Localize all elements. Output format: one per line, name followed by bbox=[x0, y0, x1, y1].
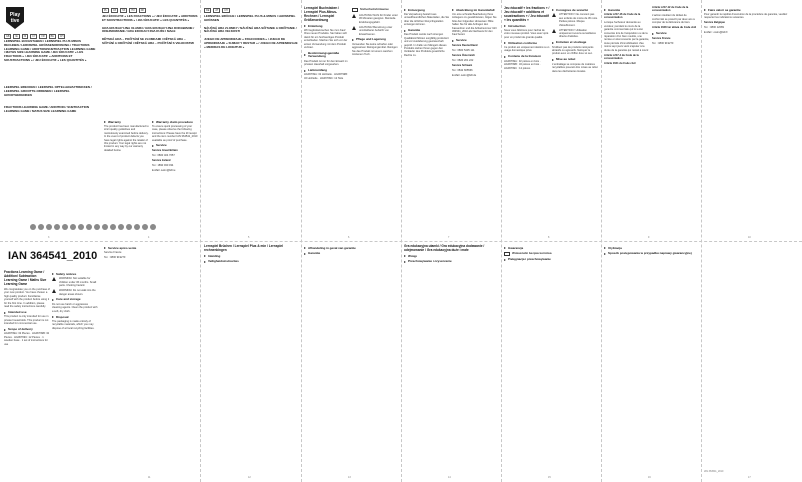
column-fr-safety bbox=[552, 6, 598, 238]
phone-number: Tel.: 0800 404 7657 bbox=[152, 153, 175, 157]
phone-number: Tel.: 0820 201 222 bbox=[452, 58, 474, 62]
page-number: 16 bbox=[648, 476, 651, 479]
section-heading: Veiligheidsinstructies bbox=[204, 260, 298, 263]
phone-number: Tel. : 0800 919270 bbox=[104, 255, 126, 259]
section-heading: Safety notices bbox=[52, 273, 98, 276]
arrow-icon bbox=[452, 40, 454, 42]
product-titles-nl: LEERSPEL BREUKEN / LEERSPEL OPTELLEN/AFTREKKEN / LEERSPEL GROOTTE-ORDENEN / LEERSPEL GROOTHEDENKEN bbox=[4, 85, 92, 97]
cover-panel bbox=[0, 0, 100, 241]
arrow-icon bbox=[204, 255, 206, 257]
page-number: 10 bbox=[748, 236, 751, 239]
section-heading: Warranty claim procedure bbox=[152, 121, 198, 124]
warning-notice: ACHTUNG! Nicht für Kinder unter 36 Monaten geeignet. Kleinteile. Erstickungsgefahr. bbox=[352, 14, 398, 24]
lang-code: BE bbox=[50, 35, 54, 38]
section-heading: Mise au rebut bbox=[552, 58, 598, 61]
lang-code: IE bbox=[15, 35, 18, 38]
lang-code: CH bbox=[59, 35, 64, 38]
lang-code: GB bbox=[6, 35, 10, 38]
product-titles-fr: JEU ÉDUCATIF « LES FRACTIONS » / JEU ÉDUCATIF « ADDITIONS ET SOUSTRACTIONS » / JEU ÉDUCATIF « LES QUANTITÉS » bbox=[102, 14, 198, 22]
legal-article: Article L217-16 du Code de la consommation bbox=[604, 12, 641, 20]
arrow-icon bbox=[652, 33, 654, 35]
bottom-col-6 bbox=[604, 244, 698, 476]
legal-article: Article L217-4 du Code de la consommation bbox=[604, 53, 639, 60]
section-heading: Bestimmungsgemäße Verwendung bbox=[304, 52, 350, 59]
bead bbox=[30, 224, 36, 230]
svg-text:tive: tive bbox=[10, 18, 20, 24]
lang-code: CY bbox=[32, 35, 36, 38]
lang-code: AT bbox=[215, 9, 219, 12]
warning-icon bbox=[552, 29, 557, 34]
column-fr-articles bbox=[652, 6, 698, 238]
paragraph: Das Produkt wurde nach strengen Qualitätsrichtlinien sorgfältig produziert und vor Auslieferung gewissenhaft geprüft. Im Falle von Mängeln dieses Produkts stehen Ihnen gegen den Verkäufer des Produkts gesetzliche Rechte zu. bbox=[404, 33, 449, 57]
warning-notice: ACHTUNG! Benutzung unter unmittelbarer Aufsicht von Erwachsenen. bbox=[352, 26, 398, 36]
section-heading: Service après-vente bbox=[104, 247, 198, 250]
service-line: Service Deutschland bbox=[452, 43, 478, 47]
ian-number: IAN 364541_2010 bbox=[8, 250, 98, 262]
paragraph: Das Produkt ist nur für den Einsatz im privaten Haushalt vorgesehen. bbox=[304, 59, 348, 67]
section-heading: Pflege und Lagerung bbox=[352, 38, 398, 41]
section-heading: Service bbox=[652, 32, 698, 35]
paragraph: Lorsque l'acheteur demande au vendeur, pendant le cours de la garantie commerciale qui lui a été consentie lors de l'acquisition ou de la réparation d'un bien meuble, une remise en état couverte par la garantie, toute période d'immobilisation d'au moins sept jours vient s'ajouter à la durée de la garantie qui restait à courir. bbox=[604, 21, 650, 52]
lang-code: PL bbox=[104, 9, 107, 12]
column-en bbox=[4, 270, 50, 470]
section-heading: Warranty bbox=[104, 121, 150, 124]
arrow-icon bbox=[404, 30, 406, 32]
column-en-safety bbox=[52, 270, 98, 470]
arrow-icon bbox=[204, 261, 206, 263]
bottom-col-3 bbox=[304, 244, 398, 476]
section-heading: Service bbox=[152, 144, 198, 147]
column-de-service bbox=[452, 6, 498, 238]
lang-code: NI bbox=[23, 35, 27, 38]
lang-code: DK bbox=[140, 9, 145, 12]
arrow-icon bbox=[604, 247, 606, 249]
warning-notice: ATTENTION ! Utilisation uniquement sous la surveillance directe d'adultes. bbox=[552, 29, 598, 39]
column-en-warranty bbox=[104, 118, 150, 238]
section-title: Lernspiel Buchstaben / Lernspiel Plus-Minus-Rechnen / Lernspiel Größenordnung bbox=[304, 6, 340, 22]
product-titles-cz: DĚTSKÁ HRA – POČÍTÁNÍ SE ZLOMKAMI / DĚTSKÁ HRA – SČÍTÁNÍ A ODČÍTÁNÍ / DĚTSKÁ HRA – POČÍTÁNÍ S VELIKOSTMI bbox=[102, 37, 194, 45]
paragraph: HG06799A : 32 pièces en bois · HG06799B : 32 pièces en bois · HG06799C : 12 pièces bbox=[504, 59, 541, 70]
arrow-icon bbox=[304, 253, 306, 255]
bead bbox=[38, 224, 44, 230]
service-line: Service Österreich bbox=[452, 53, 475, 57]
lang-code: CZ bbox=[112, 9, 117, 12]
section-heading: Introduction bbox=[504, 25, 550, 28]
paragraph: To ensure quick processing of your case, please observe the following instructions: Please have the till receipt and the item number IAN 364541_2010 available as proof of purchase. bbox=[152, 124, 198, 142]
column-de-safety bbox=[352, 6, 398, 238]
section-title: Lernspiel Brüchen / Lernspiel Plus & min / Lernspiel rechnenkingen bbox=[204, 244, 283, 252]
section-title: Gra edukacyjna ułamki / Gra edukacyjna dodawanie / odejmowanie / Gra edukacyjna duże i małe bbox=[404, 244, 485, 252]
panel-languages-2 bbox=[102, 8, 198, 108]
product-titles-sk: NÁUČNÁ HRA ZLOMKY / NÁUČNÁ HRA SČÍTANIE A ODČÍTANIE / NÁUČNÁ HRA VEĽKOSTI bbox=[204, 25, 297, 34]
page-number: 5 bbox=[248, 236, 250, 239]
arrow-icon bbox=[4, 312, 6, 314]
page-number: 6 bbox=[348, 236, 350, 239]
product-titles: LERNSPIEL BUCHSTABEN / LERNSPIEL PLUS MINUS RECHNEN / LERNSPIEL GRÖSSENORDNUNG / TRACTIONS LEARNING GAME / ADDITION/SUBTRACTION LEARNING GAME / MATHS SIZE LEARNING GAME / JEU ÉDUCATIF « LES FRACTIONS » / JEU ÉDUCATIF « ADDITIONS ET SOUSTRACTIONS » / JEU ÉDUCATIF « LES QUANTITÉS » bbox=[4, 39, 96, 62]
arrow-icon bbox=[404, 9, 406, 11]
arrow-icon bbox=[304, 70, 306, 72]
phone-number: Tel.: 0800 5435 111 bbox=[452, 48, 475, 52]
lang-code: DE bbox=[206, 9, 210, 12]
warning-icon bbox=[52, 277, 57, 282]
arrow-icon bbox=[404, 255, 406, 257]
section-heading: Sposób postępowania w przypadku naprawy gwarancyjnej bbox=[604, 252, 698, 255]
bead bbox=[46, 224, 52, 230]
arrow-icon bbox=[504, 25, 506, 27]
arrow-icon bbox=[152, 121, 154, 123]
arrow-icon bbox=[104, 121, 106, 123]
email-address: E-Mail: owim@lidl.de bbox=[452, 73, 477, 77]
page-number: 17 bbox=[748, 476, 751, 479]
column-en-service bbox=[152, 118, 198, 238]
paragraph: Ce produit est uniquement destiné à un usage domestique privé. bbox=[504, 46, 550, 53]
product-titles-de: LERNSPIEL BRÜCHE / LERNSPIEL PLUS & MINUS / LERNSPIEL GRÖSSEN bbox=[204, 14, 296, 22]
page-number: 11 bbox=[148, 476, 151, 479]
service-line: Service Ireland bbox=[152, 158, 171, 162]
section-heading: Pielęgnacja i przechowywanie bbox=[504, 258, 598, 261]
section-heading: Utilisation conforme bbox=[504, 42, 550, 45]
legal-article: Article 1641 du Code civil bbox=[604, 61, 636, 65]
phone-number: Tel.: 0842 665566 bbox=[452, 68, 473, 72]
language-codes bbox=[102, 8, 198, 13]
paragraph: N'utilisez pas de produits nettoyants abrasifs ou agressifs. Nettoyez le produit avec un chiffon doux et sec. bbox=[552, 45, 594, 56]
safety-pictogram-icon bbox=[504, 252, 510, 256]
lang-code: SK bbox=[122, 9, 126, 12]
section-heading: Przechowywanie i czyszczenie bbox=[404, 260, 498, 263]
warning-icon bbox=[552, 13, 557, 18]
section-heading: Inleiding bbox=[204, 255, 298, 258]
bottom-col-2 bbox=[204, 244, 298, 476]
service-line: Service France bbox=[104, 250, 122, 254]
bottom-col-4 bbox=[404, 244, 498, 476]
section-heading: Afhandeling in geval van garantie bbox=[304, 247, 398, 250]
bead bbox=[78, 224, 84, 230]
arrow-icon bbox=[604, 9, 606, 11]
warning-icon bbox=[352, 26, 357, 31]
arrow-icon bbox=[304, 54, 306, 56]
phone-number: Tel.: 1890 930 034 bbox=[152, 163, 174, 167]
product-titles-pl: GRA EDUKACYJNA UŁAMKI / GRA EDUKACYJNA DODAWANIE / ODEJMOWANIE / GRA EDUKACYJNA DUŻE I MAŁE bbox=[102, 25, 195, 34]
service-line: Service Great Britain bbox=[152, 148, 178, 152]
section-heading: Utylizacja bbox=[604, 247, 698, 250]
warning-notice: ATTENTION ! Ne convient pas aux enfants de moins de 36 mois. Petites pièces. Risque d'étouffement. bbox=[552, 13, 598, 27]
service-line: Service Schweiz bbox=[452, 63, 473, 67]
panel-languages-3 bbox=[204, 8, 298, 108]
bottom-col-5 bbox=[504, 244, 598, 476]
page-number: 13 bbox=[348, 476, 351, 479]
email-address: E-Mail : owim@lidl.fr bbox=[704, 31, 728, 35]
paragraph: Um eine schnelle Bearbeitung Ihres Anliegens zu gewährleisten, folgen Sie bitte den folgenden Hinweisen: Bitte halten Sie für alle Anfragen den Kassenbon und die Artikelnummer IAN 364541_2010 als Nachweis für den Kauf bereit. bbox=[452, 12, 497, 37]
paragraph: Wir beglückwünschen Sie zum Kauf Ihres neuen Produkts. Sie haben sich damit für ein hochwertiges Produkt entschieden. Machen Sie sich vor der ersten Verwendung mit dem Produkt vertraut. bbox=[304, 28, 348, 49]
page-number: 15 bbox=[548, 476, 551, 479]
arrow-icon bbox=[552, 59, 554, 61]
page-number: 4 bbox=[148, 236, 150, 239]
arrow-icon bbox=[704, 9, 706, 11]
warning-notice: WARNING! Do not walk into the danger areas shown. bbox=[52, 289, 98, 296]
email-address: E-Mail: owim@lidl.ie bbox=[152, 168, 176, 172]
section-heading: Gwarancja bbox=[504, 247, 598, 250]
page-number: 14 bbox=[448, 476, 451, 479]
column-fr-garantie bbox=[604, 6, 650, 238]
column-de bbox=[304, 6, 350, 238]
arrow-icon bbox=[4, 329, 6, 331]
arrow-icon bbox=[504, 56, 506, 58]
lang-code: HU bbox=[131, 9, 135, 12]
paragraph: Verwenden Sie keine scharfen oder aggressiven Reinigungsmittel. Reinigen Sie das Produkt mit einem weichen trockenen Tuch. bbox=[352, 42, 398, 57]
section-heading: Intended use bbox=[4, 311, 50, 314]
paragraph: Nous vous félicitons pour l'achat de votre nouveau produit. Vous avez opté pour un produit de grande qualité. bbox=[504, 28, 549, 39]
paragraph: L'emballage se compose de matières recyclables pouvant être mises au rebut dans les déchetteries locales. bbox=[552, 62, 598, 73]
lang-code: CH bbox=[224, 9, 228, 12]
language-codes bbox=[204, 8, 298, 13]
legal-article: Article 1648 1er alinéa du Code civil bbox=[652, 26, 697, 30]
arrow-icon bbox=[52, 316, 54, 318]
arrow-icon bbox=[604, 253, 606, 255]
service-line: Service Belgique bbox=[704, 21, 725, 25]
section-heading: Disposal bbox=[52, 316, 98, 319]
section-heading: Service bbox=[452, 39, 498, 42]
fold-line bbox=[0, 241, 802, 242]
warning-icon bbox=[52, 289, 57, 294]
ian-footer: IAN 364541_2010 bbox=[704, 470, 724, 473]
arrow-icon bbox=[304, 247, 306, 249]
safety-pictogram-icon bbox=[352, 8, 358, 12]
paragraph: This product is only intended for use in private households. This product is not intended for commercial use. bbox=[4, 315, 49, 326]
arrow-icon bbox=[504, 42, 506, 44]
arrow-icon bbox=[552, 42, 554, 44]
paragraph: Do not use harsh or aggressive cleaning agents. Clean the product with a soft, dry cloth. bbox=[52, 302, 98, 313]
page-number: 8 bbox=[548, 236, 550, 239]
bead bbox=[62, 224, 68, 230]
section-heading: Garantie bbox=[304, 252, 398, 255]
section-title: Fractions Learning Game / Addition/ Subtraction Learning Game / Maths Size Learning Game bbox=[4, 270, 47, 286]
page-number: 3 bbox=[48, 236, 50, 239]
paragraph: The product has been manufactured to strict quality guidelines and meticulously examined before delivery. In the event of product defects you have legal rights against the retailer of this product. Your legal rights are not limited in any way by our warranty detailed below. bbox=[104, 124, 149, 152]
section-heading: Abwicklung im Garantiefall bbox=[452, 9, 498, 12]
product-titles-en: FRACTIONS LEARNING GAME / ADDITION / SUBTRACTION LEARNING GAME / MATHS SIZE LEARNING GAME bbox=[4, 105, 90, 113]
bead bbox=[86, 224, 92, 230]
paragraph: L'action résultant du défaut de conformité se prescrit par deux ans à compter de la délivrance du bien. bbox=[652, 14, 695, 25]
section-heading: Einleitung bbox=[304, 25, 350, 28]
svg-text:Play: Play bbox=[9, 12, 21, 18]
section-heading: Wstęp bbox=[404, 255, 498, 258]
paragraph: We congratulate you on the purchase of your new product. You have chosen a high quality product. Familiarise yourself with the product before using it for the first time. In addition, please read the safety instructions carefully. bbox=[4, 288, 50, 309]
paragraph: The packaging is made entirely of recyclable materials, which you may dispose of at local recycling facilities. bbox=[52, 319, 95, 330]
paragraph: Pour garantir la rapidité d'exécution de la procédure de garantie, veuillez respecter les indications suivantes. bbox=[704, 12, 788, 20]
lang-code: FR bbox=[41, 35, 45, 38]
paragraph: HG06799A: 32 Holzteile · HG06799B: 32 Holzteile · HG06799C: 12 Teile bbox=[304, 73, 348, 80]
arrow-icon bbox=[504, 259, 506, 261]
paragraph: HG06799A: 32 Pieces · HG06799B: 32 Pieces · HG06799C: 12 Pieces · 1 wooden base · 1 set of instructions for use bbox=[4, 332, 50, 346]
phone-number: Tel. : 0800 919270 bbox=[652, 41, 674, 45]
section-heading: Consignes de sécurité bbox=[552, 9, 598, 12]
arrow-icon bbox=[304, 25, 306, 27]
section-heading: Contenu de la livraison bbox=[504, 55, 550, 58]
phone-number: Tel. : 0800 12089 bbox=[704, 26, 724, 30]
arrow-icon bbox=[352, 39, 354, 41]
safety-heading: Wskazówki bezpieczeństwa bbox=[504, 252, 598, 256]
section-title: Jeu éducatif « les fractions » / Jeu éducatif « additions et soustractions » / Jeu éducatif « les quantités » bbox=[504, 6, 550, 22]
section-heading: Garantie bbox=[604, 9, 650, 12]
legal-article: Article L217-12 du Code de la consommation bbox=[652, 6, 689, 13]
brand-logo-icon bbox=[4, 4, 26, 30]
arrow-icon bbox=[104, 247, 106, 249]
section-heading: Care and storage bbox=[52, 298, 98, 301]
product-titles-es: JUEGO DE APRENDIZAJE « FRACCIONES » / JUEGO DE APRENDIZAJE « SUMAR Y RESTAR » / JUEGO DE APRENDIZAJE « MEDIDAS DE LONGITUD » bbox=[204, 37, 298, 49]
bead bbox=[54, 224, 60, 230]
warning-icon bbox=[352, 14, 357, 19]
section-heading: Lieferumfang bbox=[304, 69, 350, 72]
section-heading: Faire valoir sa garantie bbox=[704, 9, 798, 12]
page-number: 9 bbox=[648, 236, 650, 239]
bottom-col-1 bbox=[104, 244, 198, 476]
page-number: 7 bbox=[448, 236, 450, 239]
arrow-icon bbox=[552, 9, 554, 11]
arrow-icon bbox=[504, 247, 506, 249]
section-heading: Entsorgung bbox=[404, 9, 450, 12]
arrow-icon bbox=[404, 261, 406, 263]
column-fr-procedure bbox=[704, 6, 798, 238]
bead bbox=[94, 224, 100, 230]
column-fr bbox=[504, 6, 550, 238]
column-de-disposal bbox=[404, 6, 450, 238]
page-number: 12 bbox=[248, 476, 251, 479]
bead bbox=[70, 224, 76, 230]
section-heading: Entretien et stockage bbox=[552, 41, 598, 44]
warning-notice: WARNING! Not suitable for children under 36 months. Small parts. Choking hazard. bbox=[52, 277, 98, 287]
safety-heading: Sicherheitshinweise bbox=[352, 8, 398, 12]
section-heading: Scope of delivery bbox=[4, 328, 50, 331]
paragraph: Die Verpackung besteht aus umweltfreundlichen Materialien, die Sie über die örtlichen Recyclingstellen entsorgen können. bbox=[404, 12, 450, 27]
service-line: Service France bbox=[652, 36, 671, 40]
arrow-icon bbox=[152, 145, 154, 147]
arrow-icon bbox=[52, 299, 54, 301]
section-heading: Garantie bbox=[404, 29, 450, 32]
arrow-icon bbox=[52, 273, 54, 275]
arrow-icon bbox=[452, 9, 454, 11]
